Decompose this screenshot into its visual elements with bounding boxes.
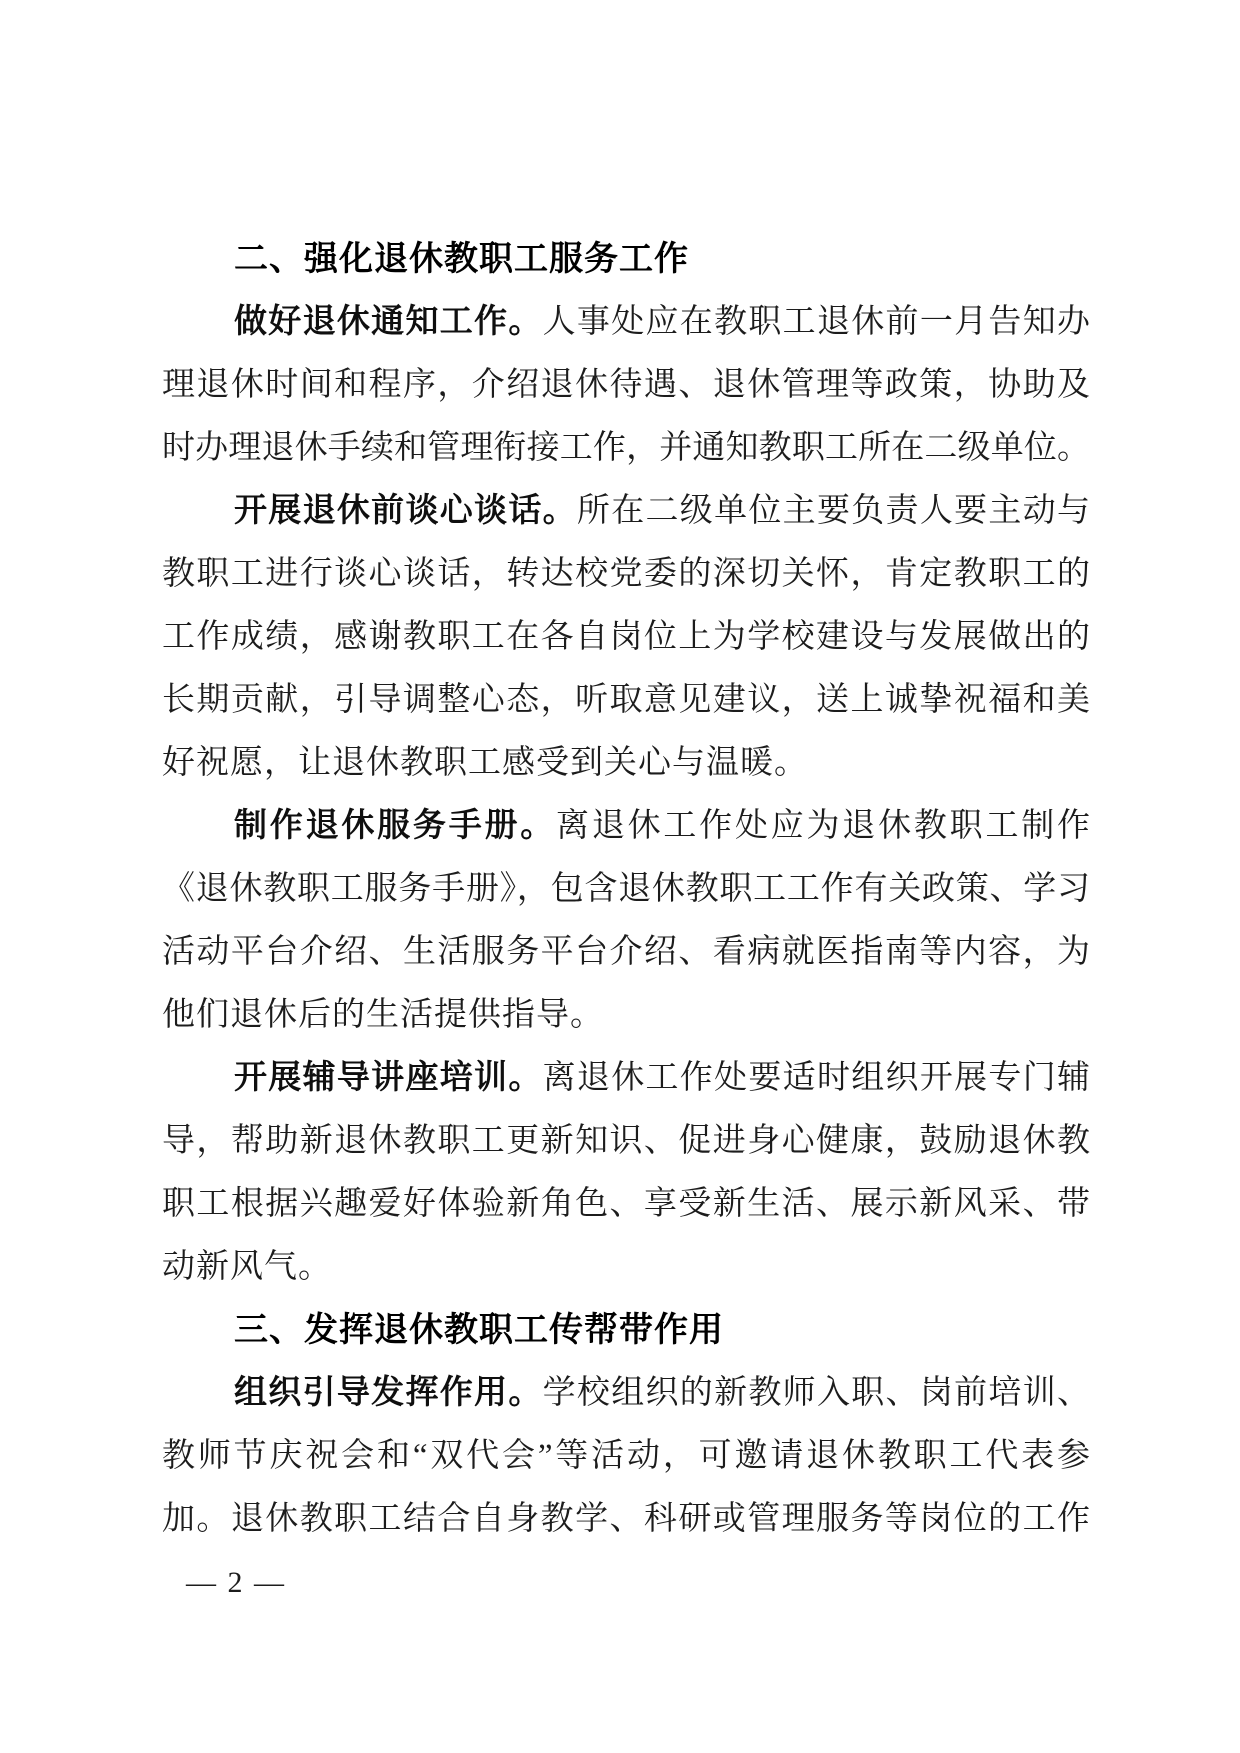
line-text: 所在二级单位主要负责人要主动与 <box>576 493 1090 529</box>
paragraph-lead: 做好退休通知工作。 <box>234 304 543 340</box>
text-line: 理退休时间和程序，介绍退休待遇、退休管理等政策，协助及 <box>162 367 1090 403</box>
section-heading: 二、强化退休教职工服务工作 <box>234 239 689 279</box>
text-line: 工作成绩，感谢教职工在各自岗位上为学校建设与发展做出的 <box>162 619 1090 655</box>
line-text: 离退休工作处要适时组织开展专门辅 <box>542 1060 1090 1096</box>
paragraph-lead: 制作退休服务手册。 <box>234 808 557 844</box>
paragraph-lead: 开展退休前谈心谈话。 <box>234 493 577 529</box>
text-line: 他们退休后的生活提供指导。 <box>162 997 604 1033</box>
text-line: 导，帮助新退休教职工更新知识、促进身心健康，鼓励退休教 <box>162 1123 1090 1159</box>
text-line: 活动平台介绍、生活服务平台介绍、看病就医指南等内容，为 <box>162 934 1090 970</box>
text-line: 教师节庆祝会和“双代会”等活动，可邀请退休教职工代表参 <box>162 1438 1090 1474</box>
text-line: 长期贡献，引导调整心态，听取意见建议，送上诚挚祝福和美 <box>162 682 1090 718</box>
text-line <box>162 795 1090 858</box>
text-line: 职工根据兴趣爱好体验新角色、享受新生活、展示新风采、带 <box>162 1186 1090 1222</box>
text-line: 好祝愿，让退休教职工感受到关心与温暖。 <box>162 745 808 781</box>
text-line <box>162 1362 1090 1425</box>
text-line: 教职工进行谈心谈话，转达校党委的深切关怀，肯定教职工的 <box>162 556 1090 592</box>
section-heading: 三、发挥退休教职工传帮带作用 <box>234 1310 724 1350</box>
text-line: 《退休教职工服务手册》，包含退休教职工工作有关政策、学习 <box>162 871 1090 907</box>
page-number: — 2 — <box>186 1566 286 1599</box>
paragraph-lead: 开展辅导讲座培训。 <box>234 1060 543 1096</box>
text-line <box>162 291 1090 354</box>
line-text: 学校组织的新教师入职、岗前培训、 <box>542 1375 1090 1411</box>
text-line: 动新风气。 <box>162 1249 332 1285</box>
text-line: 加。退休教职工结合自身教学、科研或管理服务等岗位的工作 <box>162 1501 1090 1537</box>
line-text: 离退休工作处应为退休教职工制作 <box>556 808 1090 844</box>
text-column <box>162 228 1090 1551</box>
text-line <box>162 1047 1090 1110</box>
text-line <box>162 480 1090 543</box>
line-text: 人事处应在教职工退休前一月告知办 <box>542 304 1090 340</box>
text-line: 时办理退休手续和管理衔接工作，并通知教职工所在二级单位。 <box>162 430 1090 466</box>
paragraph-lead: 组织引导发挥作用。 <box>234 1375 543 1411</box>
